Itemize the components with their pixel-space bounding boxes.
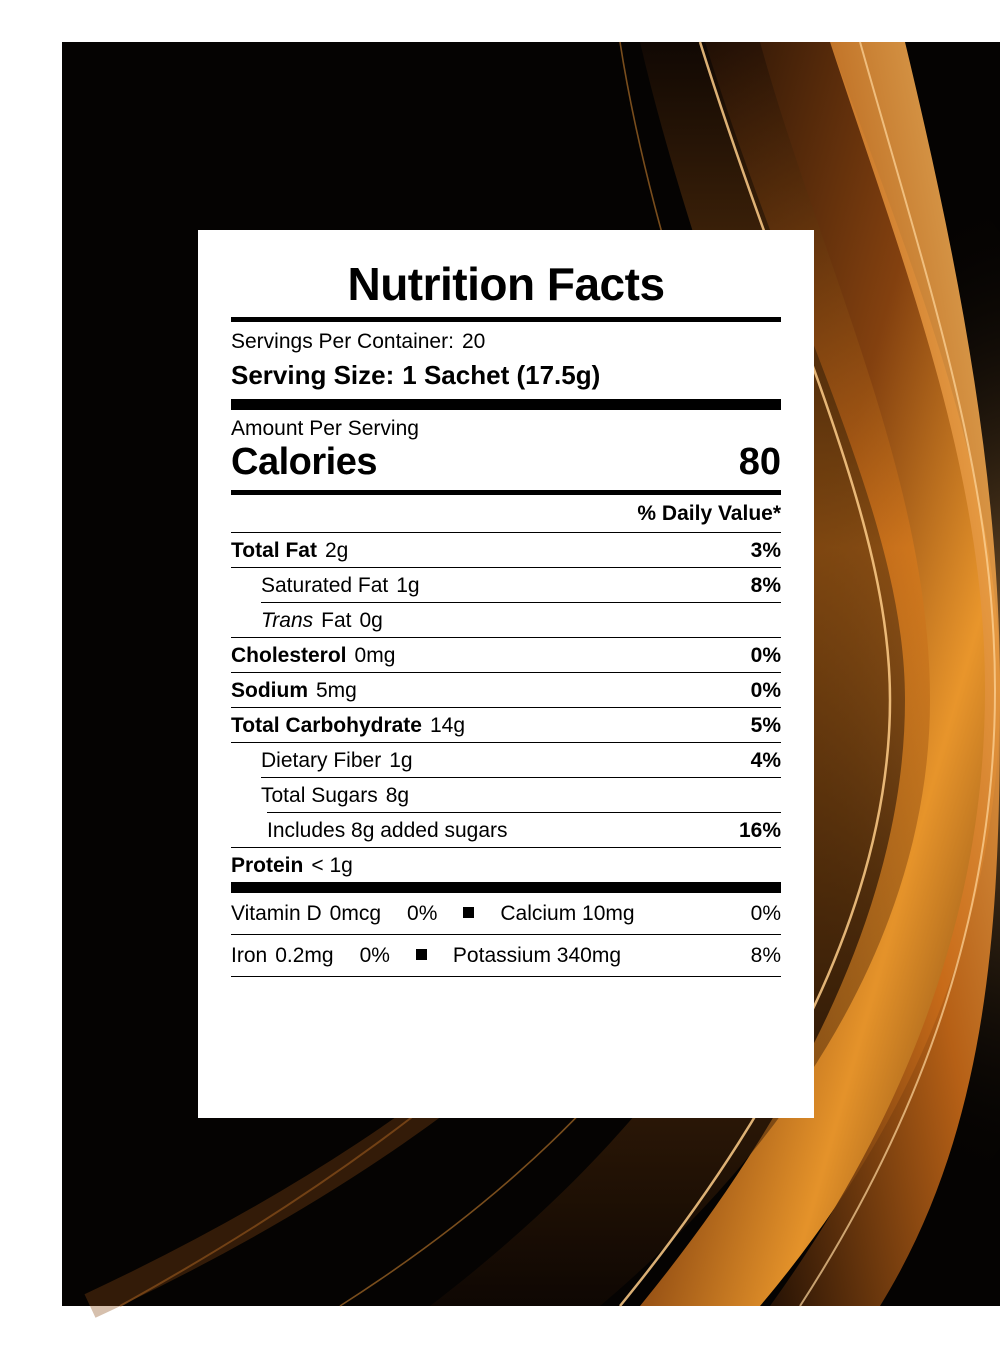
nutrient-row-total-fat <box>231 533 781 567</box>
divider-micro <box>231 976 781 977</box>
servings-per-container-value: 20 <box>461 329 486 353</box>
nutrient-dv: 3% <box>750 538 781 562</box>
micronutrient-dv: 0% <box>359 943 390 967</box>
nutrient-name: Total Fat <box>231 538 317 562</box>
micronutrient-dv: 0% <box>407 901 438 925</box>
servings-per-container-label: Servings Per Container: <box>231 329 454 353</box>
page-title: Nutrition Facts <box>347 258 665 310</box>
micronutrient-name: Calcium 10mg <box>500 901 635 925</box>
nutrient-row-trans-fat <box>231 603 781 637</box>
micronutrient-amount: 0mcg <box>329 901 382 925</box>
serving-size-label: Serving Size: <box>231 359 395 390</box>
micronutrient-amount: 0.2mg <box>275 943 334 967</box>
nutrient-amount: 0g <box>359 608 383 632</box>
nutrient-row-saturated-fat <box>231 568 781 602</box>
nutrient-amount: 14g <box>429 713 466 737</box>
daily-value-header: % Daily Value* <box>637 501 781 525</box>
divider-micronutrients <box>231 882 781 893</box>
nutrient-row-sodium <box>231 673 781 707</box>
calories-value: 80 <box>738 440 781 483</box>
nutrient-dv: 0% <box>750 643 781 667</box>
nutrient-amount: 2g <box>324 538 349 562</box>
nutrient-row-cholesterol <box>231 638 781 672</box>
bullet-separator-icon <box>416 949 427 960</box>
micronutrient-dv: 8% <box>750 943 781 967</box>
micronutrient-row-1 <box>231 893 781 934</box>
nutrient-name: Includes 8g added sugars <box>267 818 508 842</box>
nutrient-name: Protein <box>231 853 304 877</box>
calories-row <box>231 441 781 490</box>
nutrient-name: Dietary Fiber <box>261 748 382 772</box>
nutrient-amount: 5mg <box>316 678 357 702</box>
micronutrient-name: Vitamin D <box>231 901 322 925</box>
calories-label: Calories <box>231 440 377 483</box>
serving-size-value: 1 Sachet (17.5g) <box>402 359 601 390</box>
bullet-separator-icon <box>463 907 474 918</box>
servings-per-container-row <box>231 322 781 358</box>
nutrient-dv: 0% <box>750 678 781 702</box>
micronutrient-name: Potassium 340mg <box>452 943 622 967</box>
nutrient-row-protein <box>231 848 781 882</box>
nutrient-name-2: Fat <box>321 608 352 632</box>
nutrient-amount: < 1g <box>311 853 353 877</box>
nutrient-amount: 1g <box>389 748 413 772</box>
nutrient-dv: 8% <box>750 573 781 597</box>
nutrient-name: Saturated Fat <box>261 573 389 597</box>
nutrient-amount: 1g <box>396 573 420 597</box>
nutrient-row-added-sugars <box>231 813 781 847</box>
nutrient-name: Total Sugars <box>261 783 378 807</box>
divider-serving <box>231 399 781 410</box>
nutrient-row-dietary-fiber <box>231 743 781 777</box>
nutrient-row-total-carbohydrate <box>231 708 781 742</box>
nutrient-amount: 8g <box>385 783 410 807</box>
nutrition-facts-label <box>198 230 814 1118</box>
nutrient-row-total-sugars <box>231 778 781 812</box>
serving-size-row <box>231 358 781 399</box>
amount-per-serving-label: Amount Per Serving <box>231 416 419 440</box>
nutrient-amount: 0mg <box>354 643 396 667</box>
micronutrient-name: Iron <box>231 943 268 967</box>
nutrient-dv: 5% <box>750 713 781 737</box>
nutrient-dv: 4% <box>750 748 781 772</box>
nutrient-name: Trans <box>261 608 314 632</box>
micronutrient-row-2 <box>231 935 781 976</box>
nutrient-name: Total Carbohydrate <box>231 713 422 737</box>
micronutrient-dv: 0% <box>750 901 781 925</box>
nutrient-name: Cholesterol <box>231 643 347 667</box>
nutrient-dv: 16% <box>738 818 781 842</box>
nutrient-name: Sodium <box>231 678 308 702</box>
